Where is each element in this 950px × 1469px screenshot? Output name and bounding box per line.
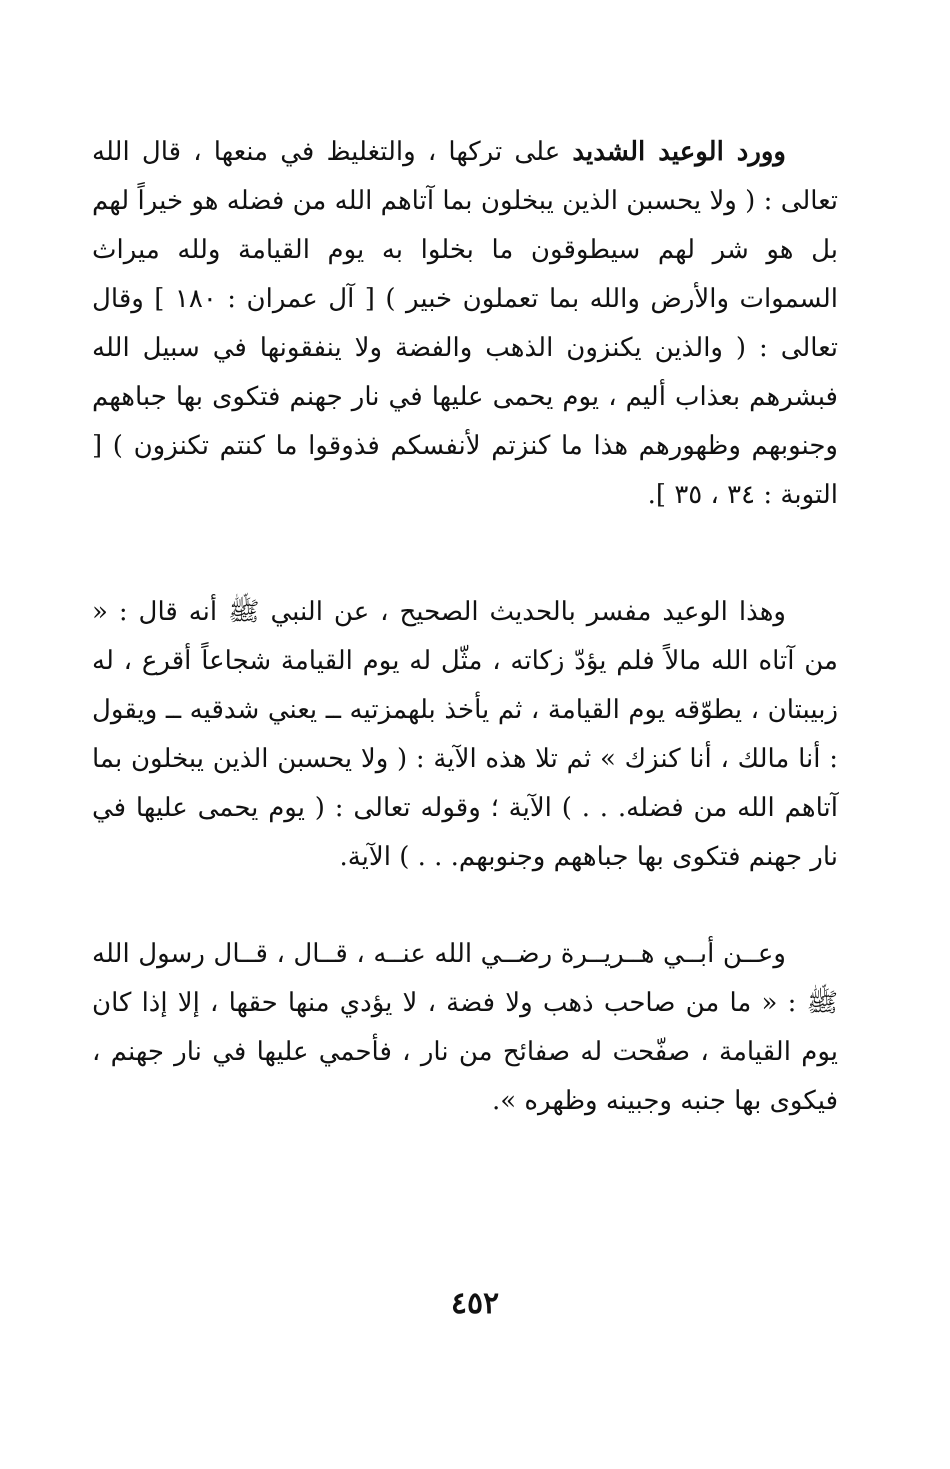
page-number: ٤٥٢ [450,1286,500,1321]
page-body [92,128,838,1126]
paragraph-3 [92,930,838,1126]
paragraph-3-text: وعــن أبــي هــريــرة رضــي الله عنــه ، قــال ، قــال رسول الله ﷺ : « ما من صاحب ذهب ولا فضة ، لا يؤدي منها حقها ، إلا إذا كان يوم القيامة ، صفّحت له صفائح من نار ، فأحمي عليها في نار جهنم ، فيكوى بها جنبه وجبينه وظهره ». [92,939,838,1116]
paragraph-1 [92,128,838,520]
paragraph-2 [92,588,838,882]
paragraph-1-lead: وورد الوعيد الشديد [572,137,786,167]
paragraph-2-text: وهذا الوعيد مفسر بالحديث الصحيح ، عن النبي ﷺ أنه قال : « من آتاه الله مالاً فلم يؤدّ زكاته ، مثّل له يوم القيامة شجاعاً أقرع ، له زبيبتان ، يطوّقه يوم القيامة ، ثم يأخذ بلهمزتيه ــ يعني شدقيه ــ ويقول : أنا مالك ، أنا كنزك » ثم تلا هذه الآية : ( ولا يحسبن الذين يبخلون بما آتاهم الله من فضله. . . ) الآية ؛ وقوله تعالى : ( يوم يحمى عليها في نار جهنم فتكوى بها جباههم وجنوبهم. . . ) الآية. [92,597,838,872]
paragraph-1-text: على تركها ، والتغليظ في منعها ، قال الله تعالى : ( ولا يحسبن الذين يبخلون بما آتاهم الله من فضله هو خيراً لهم بل هو شر لهم سيطوقون ما بخلوا به يوم القيامة ولله ميراث السموات والأرض والله بما تعملون خبير ) [ آل عمران : ١٨٠ ] وقال تعالى : ( والذين يكنزون الذهب والفضة ولا ينفقونها في سبيل الله فبشرهم بعذاب أليم ، يوم يحمى عليها في نار جهنم فتكوى بها جباههم وجنوبهم وظهورهم هذا ما كنزتم لأنفسكم فذوقوا ما كنتم تكنزون ) [ التوبة : ٣٤ ، ٣٥ ]. [92,137,838,510]
